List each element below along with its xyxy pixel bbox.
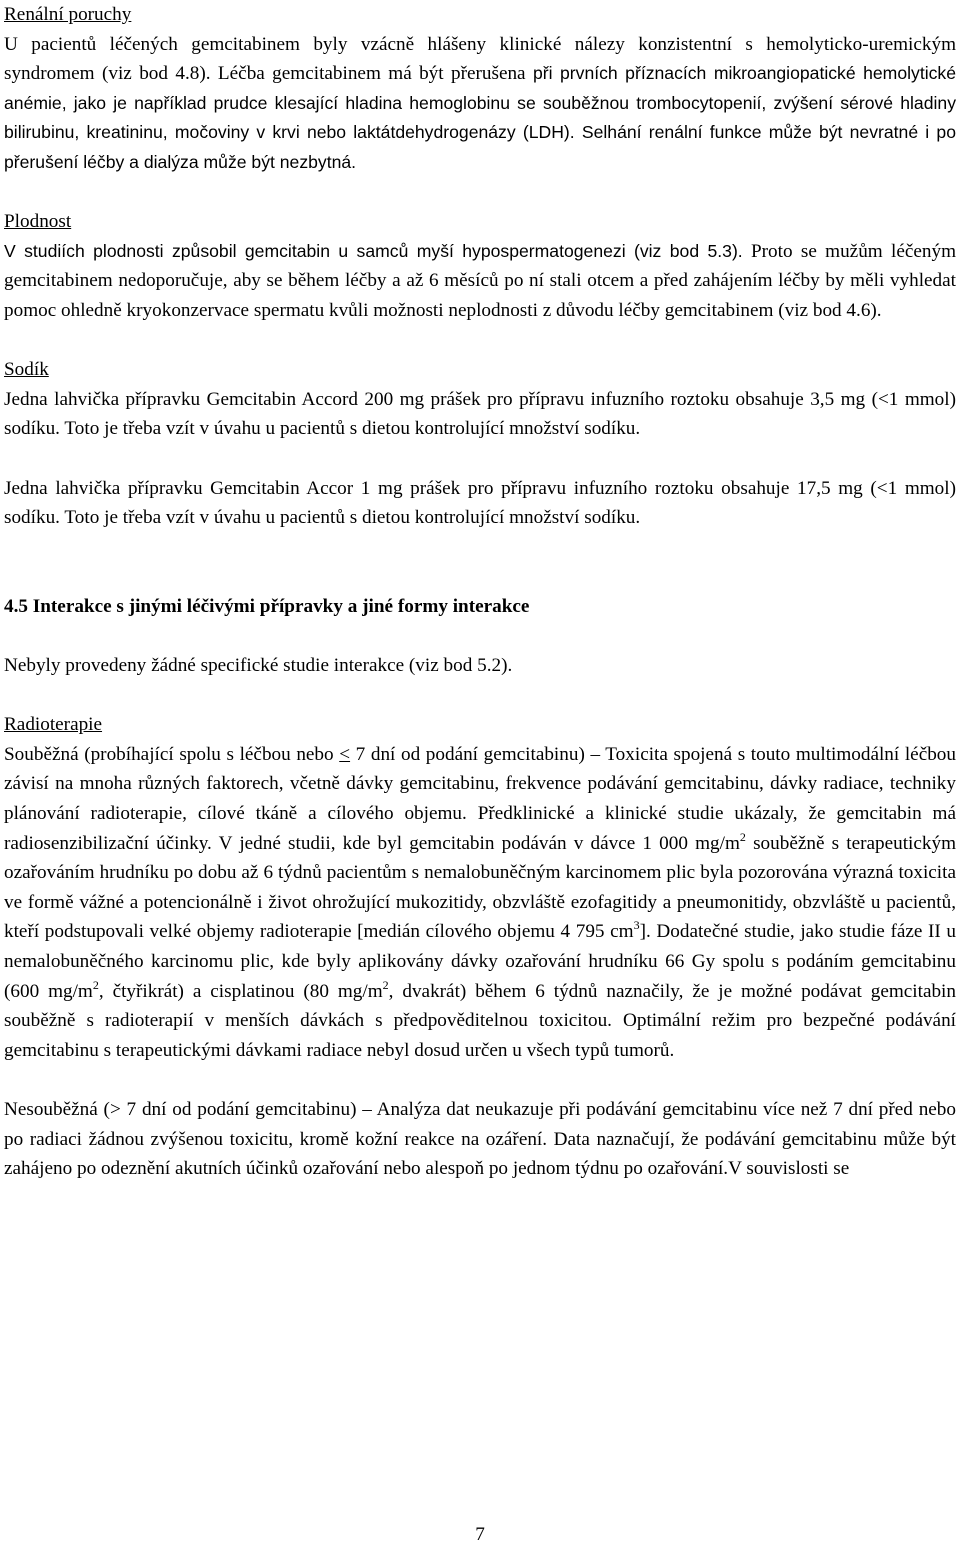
fertility-serif-text: Proto se mužům léčeným gemcitabinem nedoporučuje, aby se během léčby a až 6 měsíců po ní stali otcem a před zahájením léčby by měli vyhledat pomoc ohledně kryokonzervace spermatu kvůli možnosti neplodnosti z důvodu léčby gemcitabinem (viz bod 4.6). bbox=[4, 240, 956, 321]
nonconcurrent-paragraph: Nesouběžná (> 7 dní od podání gemcitabinu) – Analýza dat neukazuje při podávání gemcitabinu více než 7 dní před nebo po radiaci žádnou zvýšenou toxicitu, kromě kožní reakce na ozáření. Data naznačují, že podávání gemcitabinu může být zahájeno po odeznění akutních účinků ozařování nebo alespoň po jednom týdnu po ozařování.V souvislosti se bbox=[4, 1098, 956, 1180]
renal-line-1: U pacientů léčených gemcitabinem byly vzácně hlášeny klinické nálezy konzistentní bbox=[4, 33, 733, 55]
fertility-heading: Plodnost bbox=[4, 211, 72, 233]
superscript: 2 bbox=[739, 829, 746, 844]
page-number: 7 bbox=[475, 1524, 485, 1545]
superscript: 3 bbox=[633, 918, 640, 933]
concurrent-text-c: souběžně s terapeutickým ozařováním hrudníku po dobu až 6 týdnů pacientům s nemalobuněčným karcinomem plic byla pozorována výrazná toxicita ve formě vážné a potencionálně i život ohrožující mukozitidy, obzvláště ezofagitidy a pneumonitidy, obzvláště u pacientů, kteří podstupovali velké objemy radioterapie [medián cílového objemu 4 795 cm bbox=[4, 832, 956, 943]
sodium-paragraph-2: Jedna lahvička přípravku Gemcitabin Accor 1 mg prášek pro přípravu infuzního roztoku obsahuje 17,5 mg (<1 mmol) sodíku. Toto je třeba vzít v úvahu u pacientů s dietou kontrolující množství sodíku. bbox=[4, 477, 956, 529]
spacer bbox=[4, 444, 956, 474]
renal-paragraph bbox=[4, 30, 956, 178]
section-title bbox=[4, 592, 956, 622]
spacer bbox=[4, 621, 956, 651]
sodium-heading: Sodík bbox=[4, 359, 49, 381]
superscript: 2 bbox=[92, 977, 99, 992]
spacer bbox=[4, 533, 956, 563]
renal-sans-text: při prvních příznacích mikroangiopatické hemolytické anémie, jako je například prudce klesající hladina hemoglobinu se souběžnou trombocytopenií, zvýšení sérové hladiny bilirubinu, kreatininu, močoviny v krvi nebo laktátdehydrogenázy (LDH). bbox=[4, 63, 956, 143]
spacer bbox=[4, 326, 956, 356]
concurrent-text-d: ]. Dodatečné studie, jako studie fáze II u nemalobuněčného karcinomu plic, kde byly aplikovány dávky ozařování hrudníku 66 Gy spolu s podáním gemcitabinu (600 mg/m bbox=[4, 921, 957, 1002]
spacer bbox=[4, 562, 956, 592]
spacer bbox=[4, 681, 956, 711]
section-title-text: Interakce s jinými léčivými přípravky a jiné formy interakce bbox=[27, 595, 530, 617]
spacer bbox=[4, 1065, 956, 1095]
superscript: 2 bbox=[382, 977, 389, 992]
fertility-paragraph bbox=[4, 237, 956, 326]
concurrent-text-e: , čtyřikrát) a cisplatinou (80 mg/m bbox=[98, 980, 383, 1002]
concurrent-text-b: 7 dní od podání gemcitabinu) – Toxicita spojená s touto multimodální léčbou závisí na mnoha různých faktorech, včetně dávky gemcitabinu, frekvence podávání gemcitabinu, dávky radiace, techniky plánování radioterapie, cílové tkáně a cílového objemu. Předklinické a klinické studie ukázaly, že gemcitabin má radiosenzibilizační účinky. V jedné studii, kde byl gemcitabin podáván v dávce 1 000 mg/m bbox=[4, 743, 956, 854]
concurrent-paragraph bbox=[4, 740, 956, 1066]
less-or-equal-symbol: < bbox=[339, 743, 351, 765]
concurrent-text-a: Souběžná (probíhající spolu s léčbou nebo bbox=[4, 743, 340, 765]
interactions-intro: Nebyly provedeny žádné specifické studie interakce (viz bod 5.2). bbox=[4, 655, 513, 677]
renal-tail-text: Selhání renální funkce může být nevratné i po přerušení léčby a dialýza může být nezbytná. bbox=[4, 122, 956, 172]
renal-line-2a: s hemolyticko-uremickým syndromem (viz bod 4.8). bbox=[4, 33, 956, 85]
radiotherapy-heading: Radioterapie bbox=[4, 714, 103, 736]
sodium-paragraph-1: Jedna lahvička přípravku Gemcitabin Accord 200 mg prášek pro přípravu infuzního roztoku obsahuje 3,5 mg (<1 mmol) sodíku. Toto je třeba vzít v úvahu u pacientů s dietou kontrolující množství sodíku. bbox=[4, 388, 956, 440]
section-number: 4.5 bbox=[4, 595, 28, 617]
spacer bbox=[4, 178, 956, 208]
concurrent-text-f: , dvakrát) během 6 týdnů naznačily, že je možné podávat gemcitabin souběžně s radioterapií v menších dávkách s předpověditelnou toxicitou. Optimální režim pro bezpečné podávání gemcitabinu s terapeutickými dávkami radiace nebyl dosud určen u všech typů tumorů. bbox=[4, 980, 956, 1061]
renal-line-2b: Léčba gemcitabinem má být přerušena bbox=[210, 63, 526, 85]
renal-heading: Renální poruchy bbox=[4, 4, 132, 25]
fertility-sans-text: V studiích plodnosti způsobil gemcitabin u samců myší hypospermatogenezi (viz bod 5.3). bbox=[4, 240, 743, 261]
